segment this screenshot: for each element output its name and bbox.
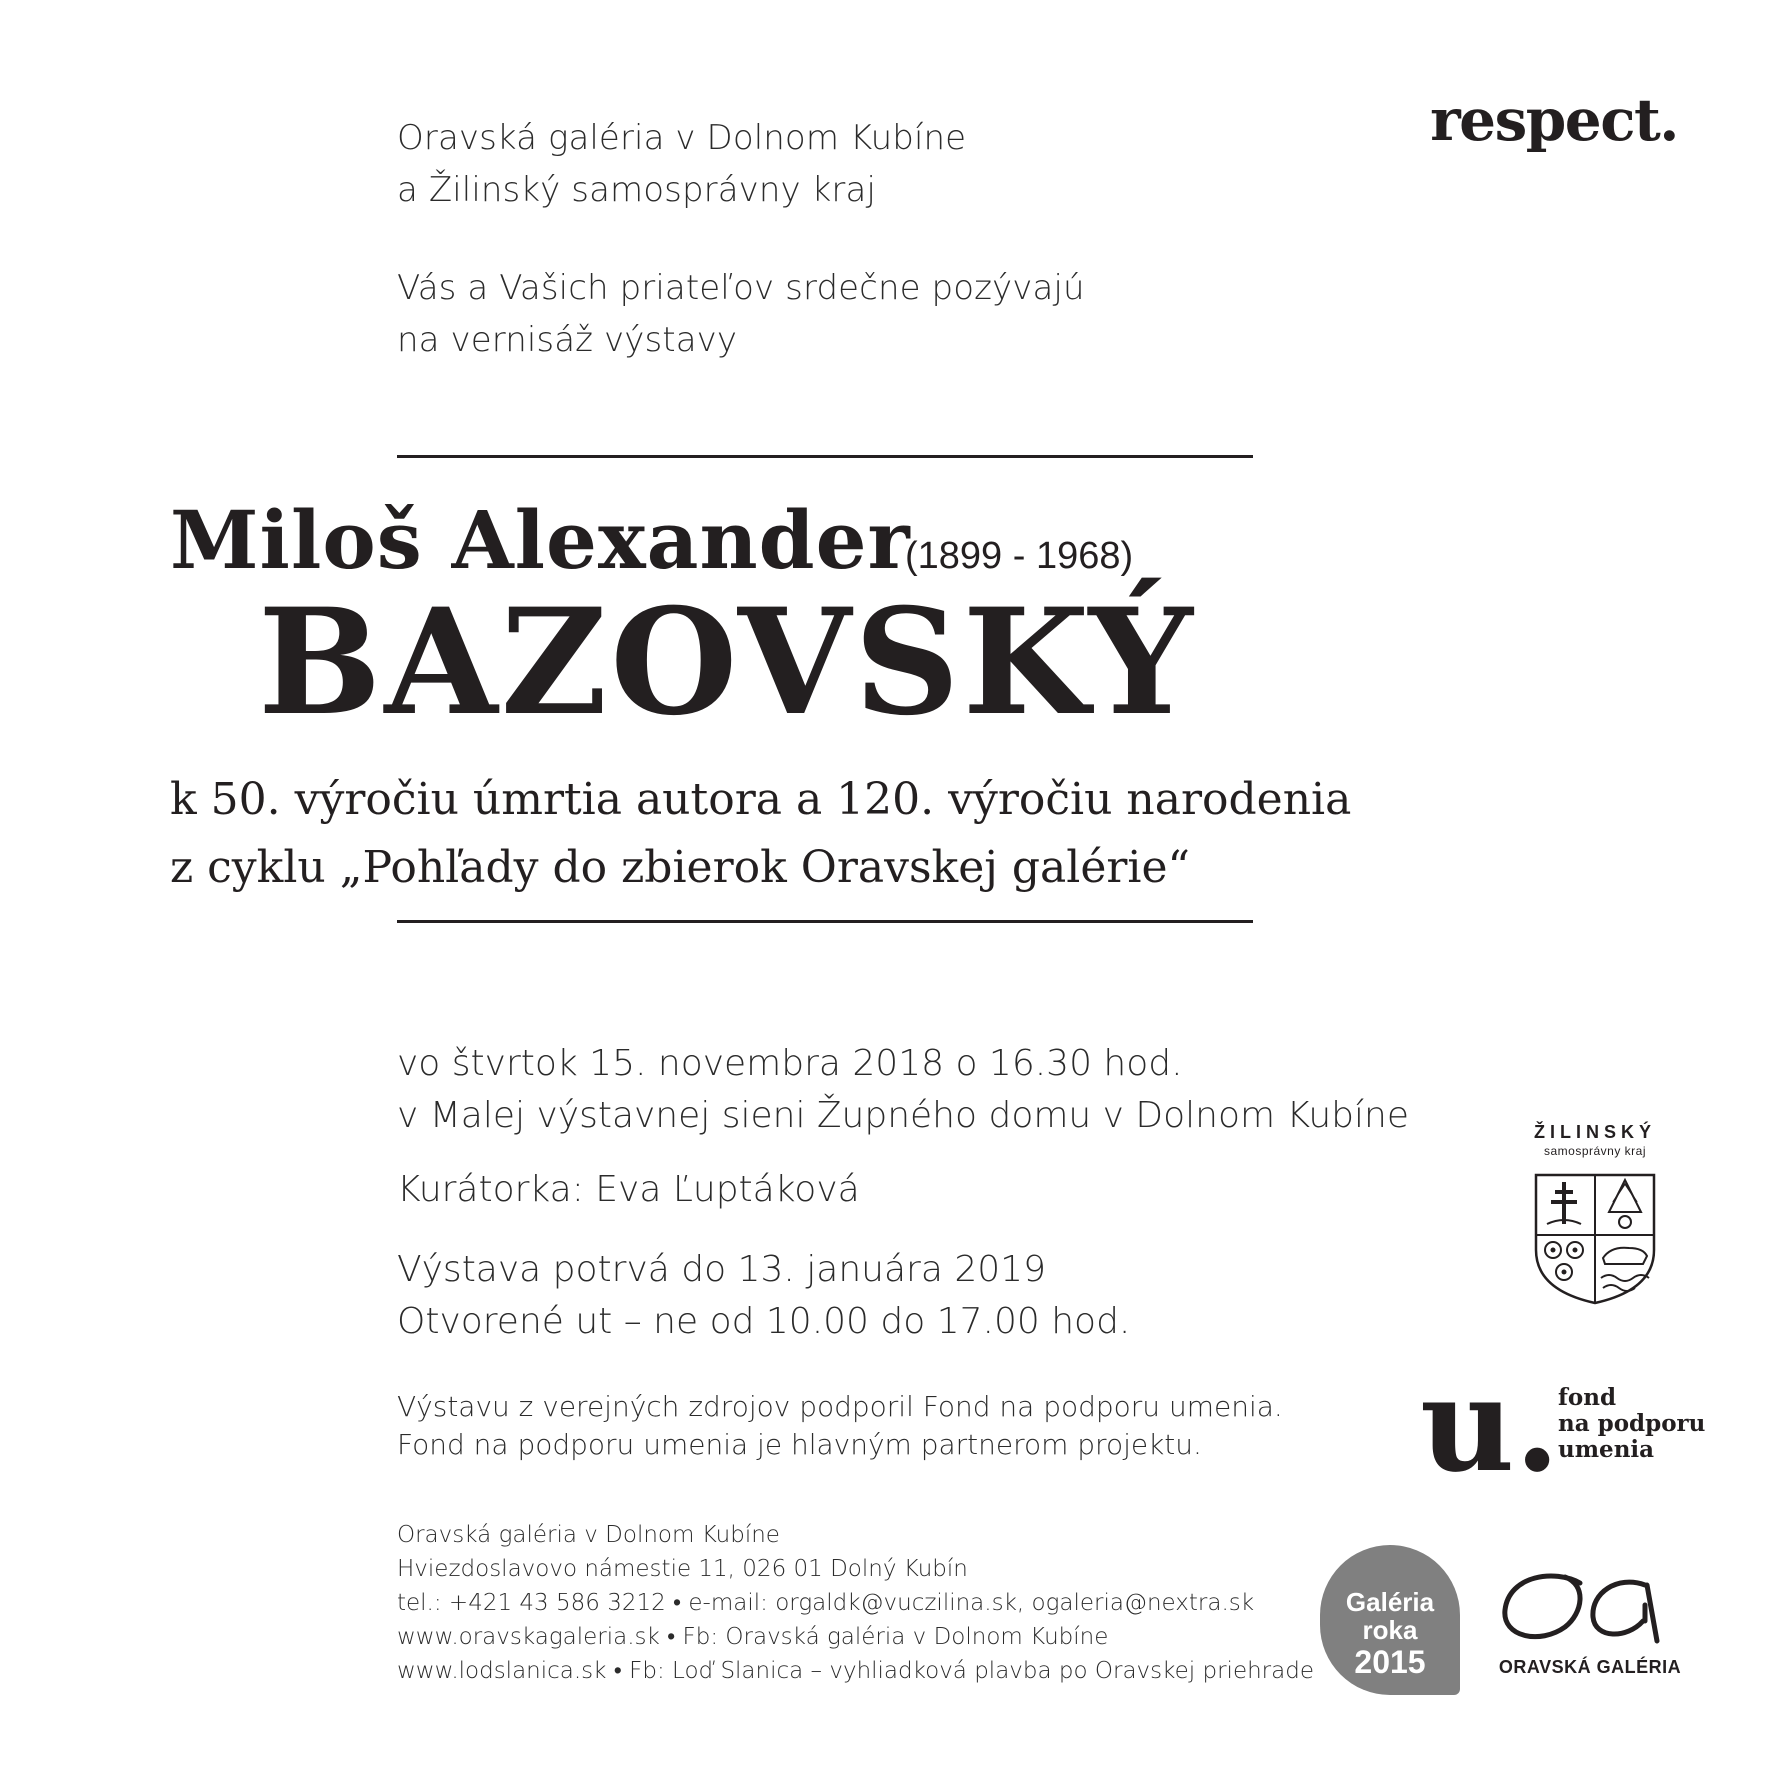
artist-surname: BAZOVSKÝ xyxy=(258,577,1196,748)
support-note xyxy=(397,1388,1283,1464)
coat-of-arms-icon xyxy=(1533,1172,1657,1306)
opening-hours: Otvorené ut – ne od 10.00 do 17.00 hod. xyxy=(397,1301,1131,1342)
contact-web-2: www.lodslanica.sk • Fb: Loď Slanica – vyhliadková plavba po Oravskej priehrade xyxy=(397,1658,1314,1684)
organizer-line-1: Oravská galéria v Dolnom Kubíne xyxy=(397,118,967,158)
exhibition-duration xyxy=(397,1244,1130,1348)
badge-line-1: Galéria xyxy=(1345,1587,1435,1617)
badge-year: 2015 xyxy=(1354,1644,1426,1680)
subtitle-line-2: z cyklu „Pohľady do zbierok Oravskej galérie“ xyxy=(170,842,1191,893)
respect-logo: respect. xyxy=(1430,86,1678,154)
artist-first-names: Miloš Alexander xyxy=(170,493,911,587)
fpu-line-2: na podporu xyxy=(1558,1410,1706,1437)
fpu-logo-text xyxy=(1558,1385,1705,1463)
zsk-name: ŽILINSKÝ xyxy=(1533,1122,1656,1142)
bottom-rule xyxy=(397,920,1253,923)
organizer-block xyxy=(397,112,966,216)
organizer-line-2: a Žilinský samosprávny kraj xyxy=(397,170,876,210)
invitation-line-1: Vás a Vašich priateľov srdečne pozývajú xyxy=(397,268,1085,308)
subtitle-line-1: k 50. výročiu úmrtia autora a 120. výročiu narodenia xyxy=(170,774,1352,825)
fpu-line-3: umenia xyxy=(1558,1436,1655,1463)
zilina-region-logo xyxy=(1505,1122,1685,1311)
contact-web-1: www.oravskagaleria.sk • Fb: Oravská galéria v Dolnom Kubíne xyxy=(397,1624,1109,1650)
top-rule xyxy=(397,455,1253,458)
badge-line-2: roka xyxy=(1362,1615,1418,1645)
support-line-2: Fond na podporu umenia je hlavným partnerom projektu. xyxy=(397,1428,1202,1461)
gallery-of-year-badge xyxy=(1320,1545,1460,1695)
exhibition-subtitle xyxy=(170,766,1351,902)
og-monogram-icon xyxy=(1495,1565,1685,1655)
duration-line: Výstava potrvá do 13. januára 2019 xyxy=(397,1249,1046,1290)
contact-block xyxy=(397,1518,1314,1688)
invitation-line-2: na vernisáž výstavy xyxy=(397,320,738,360)
event-when-where xyxy=(397,1038,1409,1142)
og-logo-text: ORAVSKÁ GALÉRIA xyxy=(1498,1657,1682,1677)
contact-phone-email: tel.: +421 43 586 3212 • e-mail: orgaldk@vuczilina.sk, ogaleria@nextra.sk xyxy=(397,1590,1255,1616)
contact-address: Hviezdoslavovo námestie 11, 026 01 Dolný Kubín xyxy=(397,1556,968,1582)
zsk-subtitle: samosprávny kraj xyxy=(1543,1144,1647,1158)
event-date: vo štvrtok 15. novembra 2018 o 16.30 hod. xyxy=(397,1043,1183,1084)
event-venue: v Malej výstavnej sieni Župného domu v Dolnom Kubíne xyxy=(397,1095,1409,1136)
invitation-block xyxy=(397,262,1085,366)
contact-name: Oravská galéria v Dolnom Kubíne xyxy=(397,1522,780,1548)
artist-years: (1899 - 1968) xyxy=(905,535,1134,577)
curator: Kurátorka: Eva Ľuptáková xyxy=(397,1169,860,1210)
fpu-line-1: fond xyxy=(1558,1384,1617,1411)
fpu-logo-letter: u. xyxy=(1420,1348,1560,1501)
support-line-1: Výstavu z verejných zdrojov podporil Fond na podporu umenia. xyxy=(397,1390,1283,1423)
